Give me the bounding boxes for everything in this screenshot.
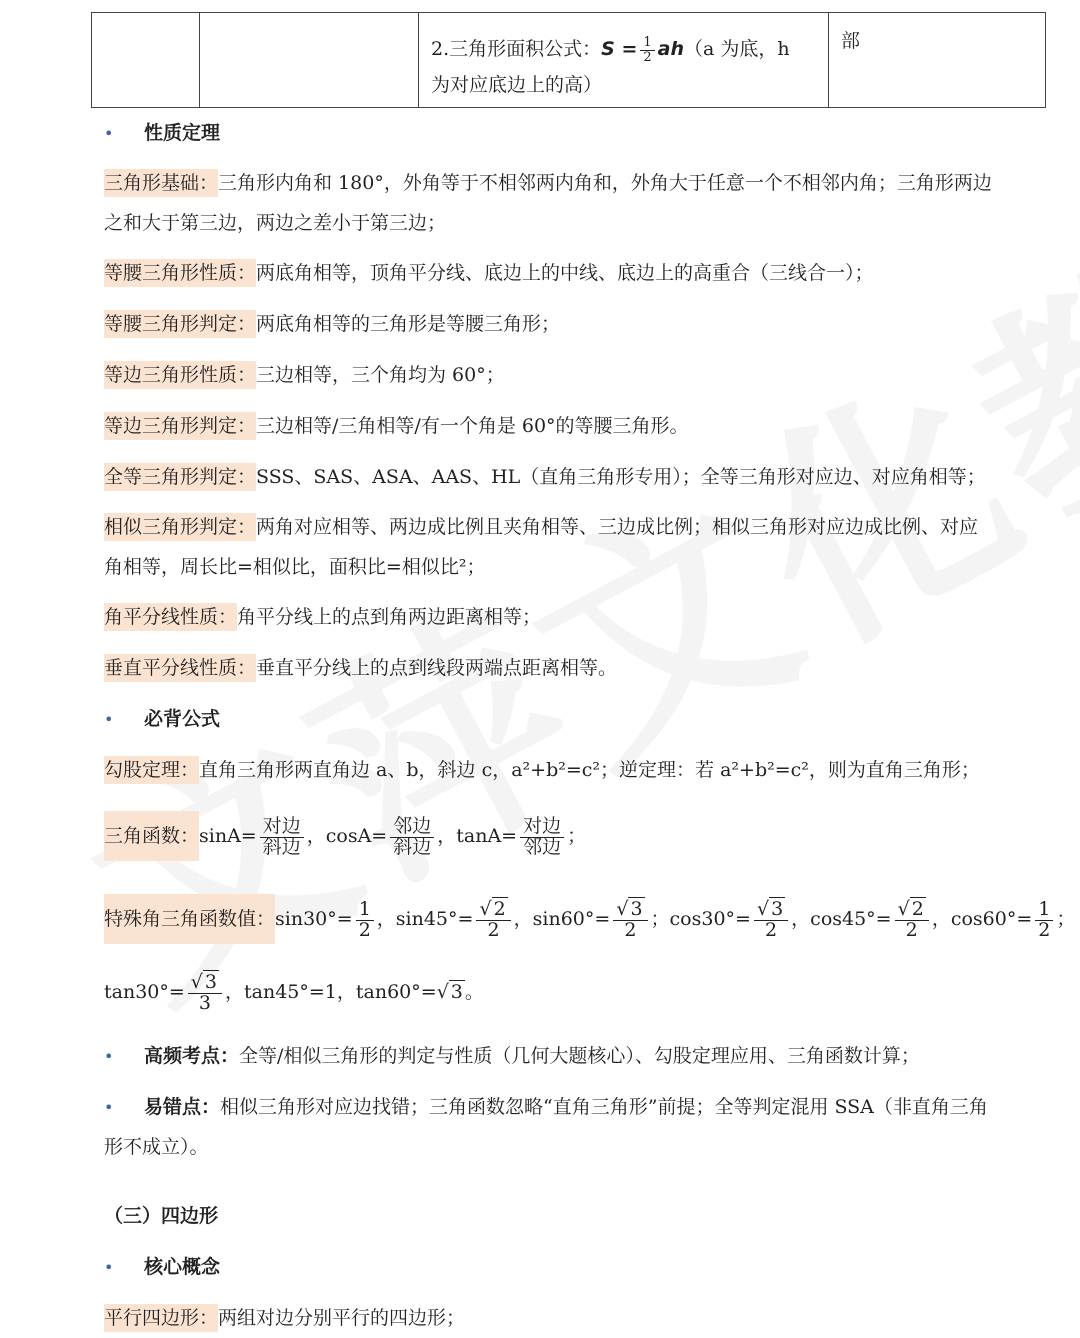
term-label: 特殊角三角函数值：: [104, 894, 275, 944]
paragraph: [104, 163, 992, 203]
paragraph-text: 三角形内角和 180°，外角等于不相邻两内角和，外角大于任意一个不相邻内角；三角形两边: [218, 172, 992, 194]
tan-fraction: [520, 814, 564, 858]
table-cell-empty: [92, 13, 200, 108]
formula-fraction: [640, 36, 654, 64]
cos-fraction: [390, 814, 434, 858]
fraction-denominator: 2: [905, 918, 918, 941]
term-label: 三角形基础：: [104, 169, 218, 197]
fraction-numerator: 邻边: [390, 817, 434, 838]
sin30-label: sin30°=: [275, 908, 353, 930]
formula-s: S =: [601, 38, 638, 60]
fraction-numerator: √ 3: [613, 900, 647, 921]
fraction-denominator: 2: [1038, 918, 1051, 941]
fraction-numerator: √ 3: [188, 973, 222, 994]
paragraph-text: 三边相等/三角相等/有一个角是 60°的等腰三角形。: [256, 415, 689, 437]
table-cell-text: 部: [841, 30, 861, 52]
punctuation: 。: [464, 981, 484, 1003]
term-label: 垂直平分线性质：: [104, 654, 256, 682]
sqrt3-value: √ 3: [436, 981, 463, 1003]
note-text: 相似三角形对应边找错；三角函数忽略“直角三角形”前提；全等判定混用 SSA（非直角三角: [220, 1096, 988, 1118]
paragraph: [104, 507, 978, 547]
punctuation: ；: [1056, 908, 1076, 930]
value-fraction: [188, 970, 222, 1014]
value-fraction: [754, 897, 788, 941]
paragraph-text: 两底角相等，顶角平分线、底边上的中线、底边上的高重合（三线合一）；: [256, 262, 874, 284]
paragraph: [104, 253, 874, 293]
paragraph: [104, 648, 617, 688]
bullet-heading-text: 性质定理: [144, 122, 221, 144]
term-label: 等边三角形性质：: [104, 361, 256, 389]
term-label: 全等三角形判定：: [104, 463, 256, 491]
fraction-numerator: √ 2: [895, 900, 929, 921]
fraction-denominator: 3: [198, 991, 211, 1014]
area-formula-prefix: 2.三角形面积公式：: [431, 38, 602, 60]
term-label: 三角函数：: [104, 811, 199, 861]
fraction-denominator: 斜边: [262, 835, 301, 858]
tan30-label: tan30°=: [104, 981, 185, 1003]
sin-label: sinA=: [199, 825, 257, 847]
term-label: 角平分线性质：: [104, 603, 237, 631]
paragraph-text: 三边相等，三个角均为 60°；: [256, 364, 505, 386]
table-fragment: [91, 12, 1046, 108]
formula-ah: ah: [657, 38, 684, 60]
radicand: 3: [630, 897, 643, 920]
section-heading: （三）四边形: [104, 1205, 219, 1227]
bullet-heading-text: 核心概念: [144, 1256, 221, 1278]
paragraph: [104, 597, 541, 637]
fraction-denominator: 2: [624, 918, 637, 941]
radicand: 2: [493, 897, 506, 920]
sin-fraction: [260, 814, 304, 858]
paragraph: [104, 406, 689, 446]
term-label: 等腰三角形性质：: [104, 259, 256, 287]
bullet-heading-text: 必背公式: [144, 708, 221, 730]
value-fraction: [476, 897, 510, 941]
area-formula-note: （a 为底，h: [684, 38, 790, 60]
paragraph: [104, 1298, 465, 1338]
paragraph: [104, 304, 560, 344]
radicand: 3: [771, 897, 784, 920]
paragraph-text: 两组对边分别平行的四边形；: [218, 1307, 466, 1329]
area-formula-line2: 为对应底边上的高）: [431, 74, 603, 96]
tan45-label: ，tan45°=1，tan60°=: [225, 981, 437, 1003]
value-fraction: [1035, 897, 1053, 941]
paragraph-continuation: 之和大于第三边，两边之差小于第三边；: [104, 212, 447, 234]
note-text: 全等/相似三角形的判定与性质（几何大题核心）、勾股定理应用、三角函数计算；: [239, 1045, 920, 1067]
note-continuation: 形不成立）。: [104, 1136, 209, 1158]
radicand: 2: [911, 897, 924, 920]
fraction-numerator: 1: [640, 36, 654, 51]
fraction-denominator: 2: [765, 918, 778, 941]
fraction-denominator: 斜边: [393, 835, 432, 858]
fraction-denominator: 2: [487, 918, 500, 941]
table-row: [92, 13, 1046, 108]
paragraph: [104, 750, 980, 790]
bullet-heading: • 必背公式: [104, 708, 221, 730]
paragraph-continuation: 角相等，周长比=相似比，面积比=相似比²；: [104, 556, 486, 578]
term-label: 等腰三角形判定：: [104, 310, 256, 338]
bullet-heading: • 性质定理: [104, 122, 221, 144]
cos30-label: ；cos30°=: [650, 908, 751, 930]
fraction-numerator: 对边: [520, 817, 564, 838]
special-angle-values: [104, 893, 1075, 945]
punctuation: ；: [567, 825, 587, 847]
trig-definitions: [104, 810, 586, 862]
term-label: 勾股定理：: [104, 756, 199, 784]
paragraph: [104, 457, 986, 497]
paragraph-text: 两底角相等的三角形是等腰三角形；: [256, 313, 561, 335]
cos-label: ，cosA=: [306, 825, 388, 847]
value-fraction: [356, 897, 374, 941]
sin45-label: ，sin45°=: [376, 908, 474, 930]
fraction-numerator: 1: [356, 900, 374, 921]
fraction-numerator: 1: [1035, 900, 1053, 921]
paragraph-text: 垂直平分线上的点到线段两端点距离相等。: [256, 657, 618, 679]
paragraph-text: 两角对应相等、两边成比例且夹角相等、三边成比例；相似三角形对应边成比例、对应: [256, 516, 979, 538]
table-cell-label: [829, 13, 1046, 108]
cos45-label: ，cos45°=: [791, 908, 892, 930]
term-label: 等边三角形判定：: [104, 412, 256, 440]
value-fraction: [613, 897, 647, 941]
fraction-denominator: 2: [643, 49, 652, 65]
fraction-numerator: 对边: [260, 817, 304, 838]
fraction-numerator: √ 3: [754, 900, 788, 921]
bullet-heading: • 核心概念: [104, 1256, 221, 1278]
sin60-label: ，sin60°=: [513, 908, 611, 930]
radicand: 3: [450, 981, 463, 1003]
note-label: 高频考点：: [144, 1045, 240, 1067]
term-label: 相似三角形判定：: [104, 513, 256, 541]
term-label: 平行四边形：: [104, 1304, 218, 1332]
paragraph: [104, 355, 505, 395]
fraction-denominator: 邻边: [523, 835, 562, 858]
value-fraction: [895, 897, 929, 941]
fraction-numerator: √ 2: [476, 900, 510, 921]
table-cell-empty: [200, 13, 419, 108]
paragraph-text: SSS、SAS、ASA、AAS、HL（直角三角形专用）；全等三角形对应边、对应角相等；: [256, 466, 986, 488]
tan-values: [104, 966, 484, 1018]
cos60-label: ，cos60°=: [931, 908, 1033, 930]
radicand: 3: [204, 970, 217, 993]
table-cell-formula: [419, 13, 829, 108]
paragraph-text: 直角三角形两直角边 a、b，斜边 c，a²+b²=c²；逆定理：若 a²+b²=c²，则为直角三角形；: [199, 759, 980, 781]
note-common-mistakes: • 易错点：相似三角形对应边找错；三角函数忽略“直角三角形”前提；全等判定混用 SSA（非直角三角: [104, 1096, 988, 1118]
note-high-frequency: • 高频考点：全等/相似三角形的判定与性质（几何大题核心）、勾股定理应用、三角函数计算；: [104, 1045, 920, 1067]
fraction-denominator: 2: [358, 918, 371, 941]
tan-label: ，tanA=: [437, 825, 518, 847]
paragraph-text: 角平分线上的点到角两边距离相等；: [237, 606, 542, 628]
note-label: 易错点：: [144, 1096, 221, 1118]
